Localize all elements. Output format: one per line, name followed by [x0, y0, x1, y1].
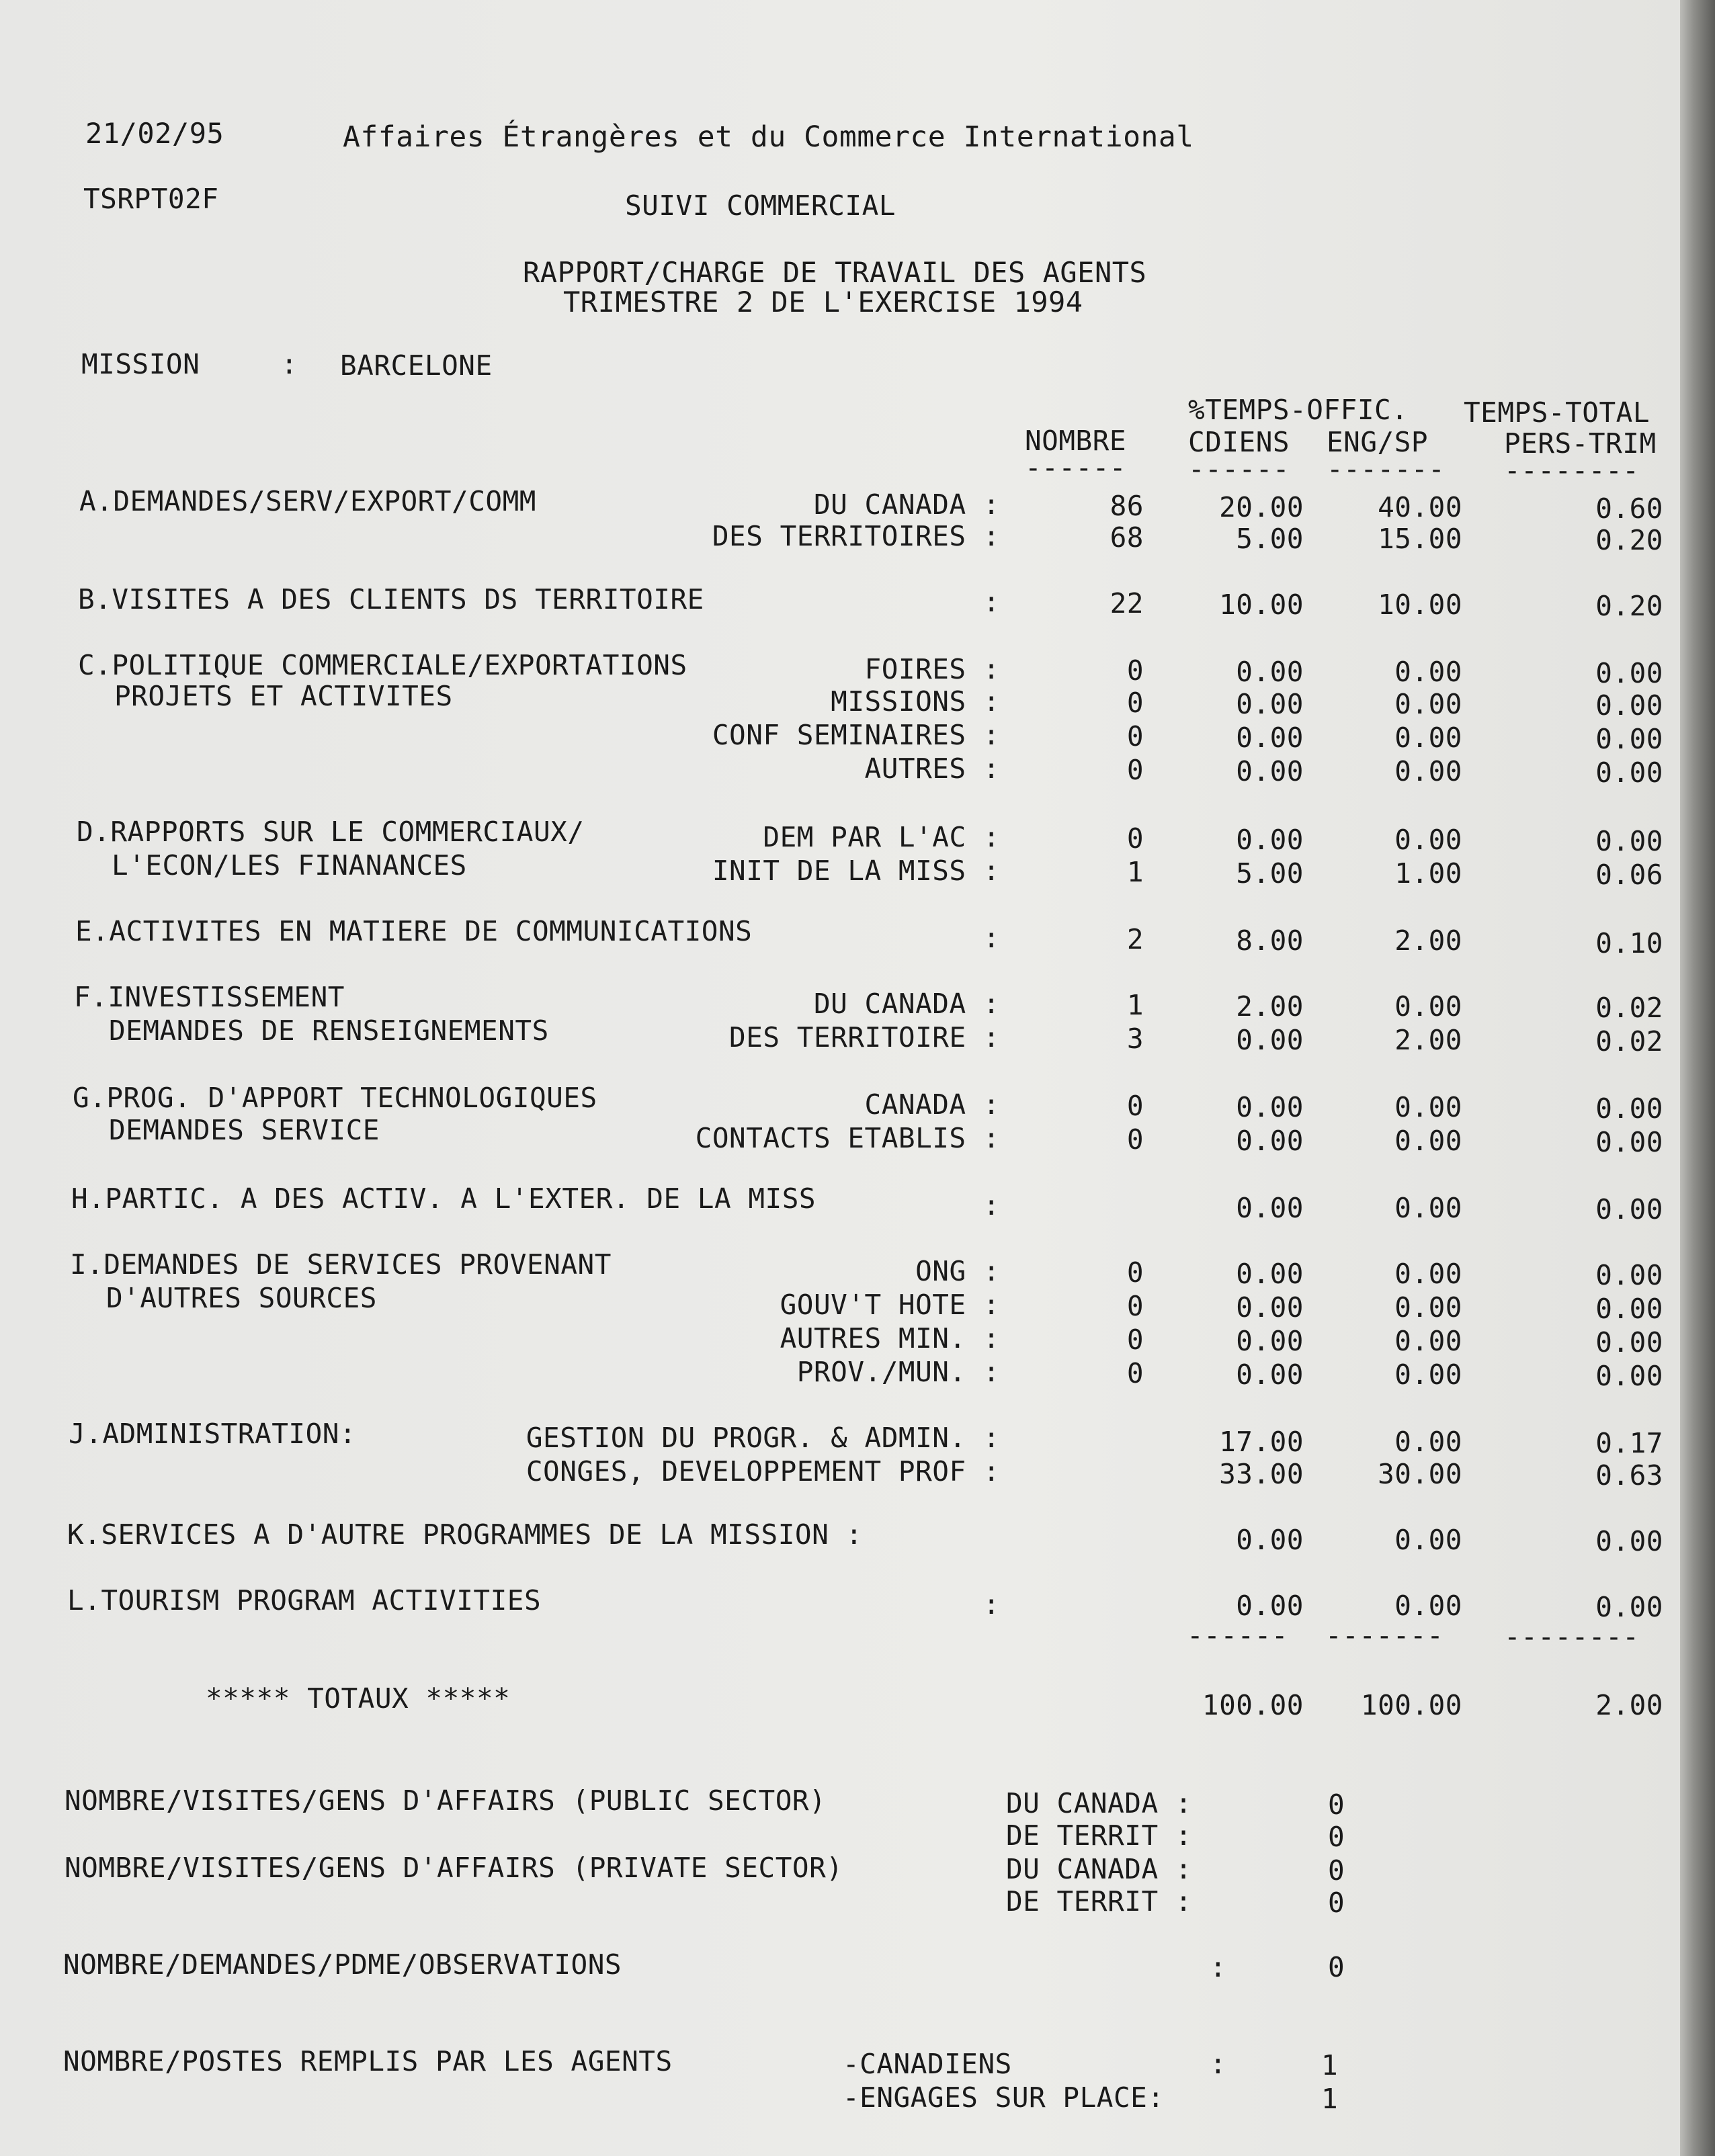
report-date: 21/02/95 — [85, 117, 224, 150]
private-canada-value: 0 — [1328, 1854, 1345, 1887]
column-header-temps-offic: %TEMPS-OFFIC. — [1188, 394, 1409, 426]
row-e-pers: 0.10 — [1595, 927, 1663, 959]
row-i2-cdiens: 0.00 — [1236, 1291, 1304, 1324]
totals-engsp: 100.00 — [1360, 1689, 1462, 1721]
pdme-label: NOMBRE/DEMANDES/PDME/OBSERVATIONS — [63, 1948, 622, 1981]
row-j2-sub: CONGES, DEVELOPPEMENT PROF : — [526, 1455, 1000, 1487]
row-e-cdiens: 8.00 — [1236, 924, 1304, 957]
row-f2-sub: DES TERRITOIRE : — [729, 1021, 1000, 1053]
row-e-sub: : — [982, 922, 1000, 954]
row-g2-pers: 0.00 — [1595, 1126, 1663, 1158]
row-d-label: D.RAPPORTS SUR LE COMMERCIAUX/ — [77, 816, 585, 848]
row-b-cdiens: 10.00 — [1219, 589, 1304, 621]
row-d1-pers: 0.00 — [1595, 825, 1663, 857]
row-i3-engsp: 0.00 — [1394, 1325, 1462, 1357]
row-f2-pers: 0.02 — [1595, 1025, 1663, 1058]
department-name: Affaires Étrangères et du Commerce International — [343, 120, 1194, 154]
public-territ-value: 0 — [1328, 1821, 1345, 1853]
row-j-label: J.ADMINISTRATION: — [69, 1418, 357, 1450]
pdme-value: 0 — [1328, 1951, 1345, 1983]
row-c1-nombre: 0 — [1126, 654, 1144, 687]
row-c3-cdiens: 0.00 — [1236, 722, 1304, 754]
row-g1-engsp: 0.00 — [1394, 1091, 1462, 1123]
pdme-separator: : — [1210, 1951, 1227, 1983]
postes-canadiens-value: 1 — [1321, 2049, 1339, 2081]
postes-engages-value: 1 — [1321, 2083, 1339, 2115]
totals-cdiens: 100.00 — [1202, 1689, 1304, 1721]
row-g2-sub: CONTACTS ETABLIS : — [695, 1122, 1000, 1154]
row-i1-pers: 0.00 — [1595, 1259, 1663, 1291]
row-f2-label: DEMANDES DE RENSEIGNEMENTS — [109, 1015, 549, 1047]
row-c2-sub: MISSIONS : — [831, 685, 1000, 718]
column-header-pers-trim: PERS-TRIM — [1504, 427, 1657, 460]
row-c1-engsp: 0.00 — [1394, 656, 1462, 688]
private-territ-label: DE TERRIT : — [1005, 1885, 1192, 1917]
row-c3-engsp: 0.00 — [1394, 722, 1462, 754]
report-title: RAPPORT/CHARGE DE TRAVAIL DES AGENTS — [523, 256, 1147, 289]
row-j2-cdiens: 33.00 — [1219, 1458, 1304, 1490]
row-g1-nombre: 0 — [1126, 1090, 1144, 1122]
scan-page-edge — [1680, 0, 1715, 2156]
row-g2-label: DEMANDES SERVICE — [109, 1114, 380, 1146]
row-i4-engsp: 0.00 — [1394, 1359, 1462, 1391]
row-d1-cdiens: 0.00 — [1236, 824, 1304, 856]
row-e-nombre: 2 — [1126, 923, 1144, 955]
row-i4-cdiens: 0.00 — [1236, 1359, 1304, 1391]
row-i4-pers: 0.00 — [1595, 1360, 1663, 1392]
public-canada-label: DU CANADA : — [1005, 1787, 1192, 1819]
row-c3-sub: CONF SEMINAIRES : — [712, 719, 1000, 751]
row-f2-engsp: 2.00 — [1394, 1024, 1462, 1056]
row-c4-cdiens: 0.00 — [1236, 755, 1304, 787]
system-name: SUIVI COMMERCIAL — [625, 189, 896, 222]
row-k-label: K.SERVICES A D'AUTRE PROGRAMMES DE LA MISSION : — [67, 1518, 863, 1551]
row-a2-cdiens: 5.00 — [1236, 523, 1304, 555]
column-header-cdiens: CDIENS — [1188, 426, 1290, 458]
row-j1-engsp: 0.00 — [1394, 1426, 1462, 1458]
row-c3-nombre: 0 — [1126, 720, 1144, 752]
row-j2-engsp: 30.00 — [1378, 1458, 1462, 1490]
row-f1-nombre: 1 — [1126, 989, 1144, 1021]
pers-underline: -------- — [1504, 454, 1640, 486]
row-h-cdiens: 0.00 — [1236, 1192, 1304, 1224]
row-g2-engsp: 0.00 — [1394, 1125, 1462, 1157]
nombre-underline: ------ — [1025, 451, 1127, 484]
column-header-eng-sp: ENG/SP — [1327, 426, 1429, 458]
row-c2-label: PROJETS ET ACTIVITES — [114, 680, 453, 712]
row-d1-engsp: 0.00 — [1394, 824, 1462, 856]
mission-name: BARCELONE — [340, 349, 493, 382]
row-i4-nombre: 0 — [1126, 1357, 1144, 1389]
row-c-label: C.POLITIQUE COMMERCIALE/EXPORTATIONS — [78, 649, 687, 681]
row-f2-nombre: 3 — [1126, 1023, 1144, 1055]
row-a1-pers: 0.60 — [1595, 492, 1663, 525]
row-i3-sub: AUTRES MIN. : — [780, 1322, 1000, 1354]
engsp-underline: ------- — [1327, 453, 1446, 485]
row-c3-pers: 0.00 — [1595, 723, 1663, 755]
row-j1-cdiens: 17.00 — [1219, 1426, 1304, 1458]
report-code: TSRPT02F — [83, 183, 219, 215]
row-i2-nombre: 0 — [1126, 1290, 1144, 1322]
cdiens-underline: ------ — [1188, 453, 1290, 485]
row-c4-sub: AUTRES : — [864, 752, 1000, 785]
row-j1-sub: GESTION DU PROGR. & ADMIN. : — [526, 1422, 1000, 1454]
row-l-engsp: 0.00 — [1394, 1590, 1462, 1622]
row-a1-cdiens: 20.00 — [1219, 491, 1304, 523]
row-k-cdiens: 0.00 — [1236, 1524, 1304, 1556]
row-j1-pers: 0.17 — [1595, 1427, 1663, 1459]
row-b-pers: 0.20 — [1595, 590, 1663, 622]
row-b-engsp: 10.00 — [1378, 589, 1462, 621]
row-a2-pers: 0.20 — [1595, 524, 1663, 556]
postes-label: NOMBRE/POSTES REMPLIS PAR LES AGENTS — [63, 2045, 673, 2077]
totals-rule-engsp: ------- — [1325, 1619, 1444, 1651]
row-h-label: H.PARTIC. A DES ACTIV. A L'EXTER. DE LA MISS — [71, 1182, 817, 1215]
row-i1-sub: ONG : — [915, 1255, 1000, 1287]
row-d1-nombre: 0 — [1126, 822, 1144, 855]
row-d2-pers: 0.06 — [1595, 859, 1663, 891]
row-g2-nombre: 0 — [1126, 1123, 1144, 1156]
row-d2-cdiens: 5.00 — [1236, 857, 1304, 890]
row-a1-sub: DU CANADA : — [813, 488, 1000, 521]
row-f1-cdiens: 2.00 — [1236, 990, 1304, 1023]
row-c4-pers: 0.00 — [1595, 757, 1663, 789]
row-d1-sub: DEM PAR L'AC : — [763, 821, 1000, 853]
row-e-label: E.ACTIVITES EN MATIERE DE COMMUNICATIONS — [75, 915, 753, 947]
row-a2-nombre: 68 — [1110, 521, 1144, 554]
row-l-pers: 0.00 — [1595, 1591, 1663, 1623]
row-d2-sub: INIT DE LA MISS : — [712, 855, 1000, 887]
row-d2-label: L'ECON/LES FINANANCES — [112, 849, 467, 881]
row-l-cdiens: 0.00 — [1236, 1590, 1304, 1622]
postes-canadiens-label: -CANADIENS — [843, 2048, 1012, 2080]
row-i4-sub: PROV./MUN. : — [796, 1356, 1000, 1388]
row-i2-engsp: 0.00 — [1394, 1291, 1462, 1324]
row-l-sub: : — [982, 1588, 1000, 1621]
row-a2-sub: DES TERRITOIRES : — [712, 520, 1000, 552]
row-f1-pers: 0.02 — [1595, 992, 1663, 1024]
postes-engages-label: -ENGAGES SUR PLACE: — [843, 2081, 1165, 2114]
row-j2-pers: 0.63 — [1595, 1459, 1663, 1492]
private-canada-label: DU CANADA : — [1005, 1853, 1192, 1885]
row-a1-nombre: 86 — [1110, 490, 1144, 522]
row-c1-sub: FOIRES : — [864, 653, 1000, 685]
row-g2-cdiens: 0.00 — [1236, 1125, 1304, 1157]
row-f2-cdiens: 0.00 — [1236, 1024, 1304, 1056]
row-a-label: A.DEMANDES/SERV/EXPORT/COMM — [79, 485, 536, 517]
private-sector-label: NOMBRE/VISITES/GENS D'AFFAIRS (PRIVATE SECTOR) — [65, 1852, 843, 1884]
row-h-sub: : — [982, 1189, 1000, 1221]
totals-label: ***** TOTAUX ***** — [206, 1682, 511, 1715]
row-k-engsp: 0.00 — [1394, 1524, 1462, 1556]
row-l-label: L.TOURISM PROGRAM ACTIVITIES — [67, 1584, 542, 1616]
row-d2-engsp: 1.00 — [1394, 857, 1462, 890]
row-f-label: F.INVESTISSEMENT — [74, 981, 345, 1013]
row-i3-cdiens: 0.00 — [1236, 1325, 1304, 1357]
row-i1-engsp: 0.00 — [1394, 1258, 1462, 1290]
row-i3-nombre: 0 — [1126, 1324, 1144, 1356]
row-h-engsp: 0.00 — [1394, 1192, 1462, 1224]
row-b-label: B.VISITES A DES CLIENTS DS TERRITOIRE — [78, 583, 704, 615]
row-c1-pers: 0.00 — [1595, 657, 1663, 689]
row-g-label: G.PROG. D'APPORT TECHNOLOGIQUES — [73, 1082, 597, 1114]
row-b-sub: : — [982, 586, 1000, 618]
row-c2-cdiens: 0.00 — [1236, 688, 1304, 720]
row-c1-cdiens: 0.00 — [1236, 656, 1304, 688]
row-c2-engsp: 0.00 — [1394, 688, 1462, 720]
row-a1-engsp: 40.00 — [1378, 491, 1462, 523]
row-f1-engsp: 0.00 — [1394, 990, 1462, 1023]
row-i-label: I.DEMANDES DE SERVICES PROVENANT — [70, 1248, 612, 1281]
row-i1-nombre: 0 — [1126, 1256, 1144, 1289]
private-territ-value: 0 — [1328, 1887, 1345, 1919]
column-header-temps-total: TEMPS-TOTAL — [1464, 396, 1650, 429]
row-g1-pers: 0.00 — [1595, 1092, 1663, 1125]
row-i3-pers: 0.00 — [1595, 1326, 1663, 1359]
row-c2-pers: 0.00 — [1595, 689, 1663, 722]
totals-rule-pers: -------- — [1504, 1621, 1640, 1653]
row-f1-sub: DU CANADA : — [813, 988, 1000, 1020]
totals-pers: 2.00 — [1595, 1689, 1663, 1721]
row-g1-cdiens: 0.00 — [1236, 1091, 1304, 1123]
row-i2-sub: GOUV'T HOTE : — [780, 1289, 1000, 1321]
column-header-nombre: NOMBRE — [1025, 425, 1127, 457]
public-canada-value: 0 — [1328, 1788, 1345, 1821]
row-c4-nombre: 0 — [1126, 754, 1144, 786]
postes-canadiens-separator: : — [1210, 2048, 1227, 2080]
public-territ-label: DE TERRIT : — [1005, 1819, 1192, 1852]
public-sector-label: NOMBRE/VISITES/GENS D'AFFAIRS (PUBLIC SECTOR) — [65, 1784, 827, 1817]
row-a2-engsp: 15.00 — [1378, 523, 1462, 555]
row-b-nombre: 22 — [1110, 587, 1144, 619]
row-g1-sub: CANADA : — [864, 1088, 1000, 1121]
row-i1-cdiens: 0.00 — [1236, 1258, 1304, 1290]
totals-rule-cdiens: ------ — [1187, 1619, 1289, 1651]
row-i2-label: D'AUTRES SOURCES — [106, 1282, 377, 1314]
row-i2-pers: 0.00 — [1595, 1293, 1663, 1325]
row-e-engsp: 2.00 — [1394, 924, 1462, 957]
row-k-pers: 0.00 — [1595, 1525, 1663, 1557]
row-c2-nombre: 0 — [1126, 687, 1144, 719]
row-c4-engsp: 0.00 — [1394, 755, 1462, 787]
row-h-pers: 0.00 — [1595, 1193, 1663, 1225]
row-d2-nombre: 1 — [1126, 856, 1144, 888]
mission-separator: : — [281, 348, 298, 380]
mission-label: MISSION — [81, 348, 200, 380]
report-period: TRIMESTRE 2 DE L'EXERCISE 1994 — [563, 286, 1083, 318]
